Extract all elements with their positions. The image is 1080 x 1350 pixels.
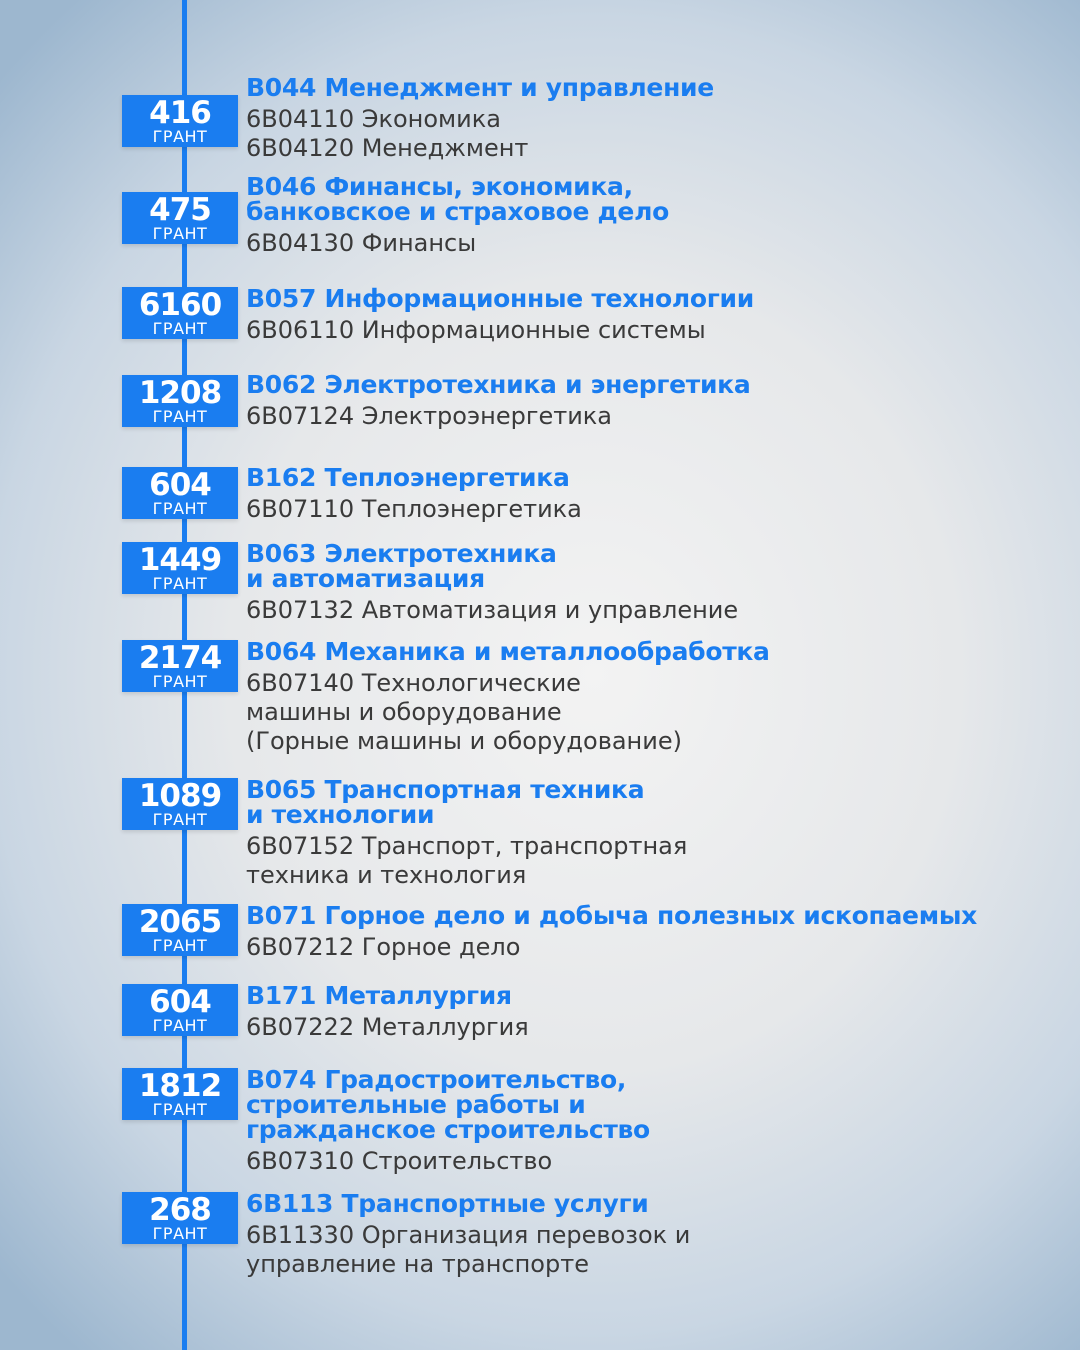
program-list: 6B07124 Электроэнергетика — [246, 402, 612, 430]
program-entry — [246, 286, 1046, 345]
program-list: 6B11330 Организация перевозок и управление на транспорте — [246, 1221, 691, 1278]
grant-label: ГРАНТ — [152, 407, 208, 426]
grant-label: ГРАНТ — [152, 319, 208, 338]
grant-label: ГРАНТ — [152, 1016, 208, 1035]
program-group-title: B071 Горное дело и добыча полезных ископаемых — [246, 901, 977, 930]
program-entry — [246, 1191, 1046, 1279]
program-group-title: B064 Механика и металлообработка — [246, 637, 770, 666]
program-group-title: B162 Теплоэнергетика — [246, 463, 570, 492]
program-entry — [246, 75, 1046, 163]
grant-badge — [122, 192, 238, 244]
program-list: 6B07110 Теплоэнергетика — [246, 495, 582, 523]
grant-label: ГРАНТ — [152, 1100, 208, 1119]
program-entry — [246, 777, 1046, 890]
grant-badge — [122, 375, 238, 427]
program-group-title: B063 Электротехника и автоматизация — [246, 539, 557, 593]
grant-count: 6160 — [138, 287, 222, 323]
grant-count: 1089 — [138, 778, 222, 814]
program-list: 6B04110 Экономика 6B04120 Менеджмент — [246, 105, 529, 162]
program-group-title: B046 Финансы, экономика, банковское и страховое дело — [246, 172, 669, 226]
grant-count: 475 — [149, 192, 211, 228]
program-entry — [246, 541, 1046, 625]
program-list: 6B07222 Металлургия — [246, 1013, 529, 1041]
grant-label: ГРАНТ — [152, 574, 208, 593]
grant-badge — [122, 984, 238, 1036]
program-entry — [246, 903, 1046, 962]
program-entry — [246, 174, 1046, 258]
grant-badge — [122, 778, 238, 830]
grant-label: ГРАНТ — [152, 224, 208, 243]
grant-badge — [122, 1068, 238, 1120]
grant-label: ГРАНТ — [152, 499, 208, 518]
program-list: 6B07152 Транспорт, транспортная техника и технология — [246, 832, 688, 889]
grant-count: 604 — [149, 984, 211, 1020]
grant-label: ГРАНТ — [152, 936, 208, 955]
program-list: 6B07132 Автоматизация и управление — [246, 596, 739, 624]
grant-badge — [122, 1192, 238, 1244]
grant-badge — [122, 542, 238, 594]
program-group-title: B057 Информационные технологии — [246, 284, 754, 313]
grant-count: 2174 — [138, 640, 222, 676]
grant-badge — [122, 467, 238, 519]
grant-count: 1449 — [138, 542, 222, 578]
grant-count: 1812 — [138, 1068, 222, 1104]
grant-count: 1208 — [138, 375, 222, 411]
grant-badge — [122, 640, 238, 692]
program-entry — [246, 983, 1046, 1042]
grant-badge — [122, 904, 238, 956]
program-list: 6B07212 Горное дело — [246, 933, 521, 961]
program-entry — [246, 1067, 1046, 1176]
program-group-title: 6B113 Транспортные услуги — [246, 1189, 649, 1218]
grant-count: 416 — [149, 95, 211, 131]
grant-count: 268 — [149, 1192, 211, 1228]
grant-label: ГРАНТ — [152, 810, 208, 829]
program-list: 6B04130 Финансы — [246, 229, 477, 257]
grant-count: 604 — [149, 467, 211, 503]
grant-badge — [122, 287, 238, 339]
program-list: 6B06110 Информационные системы — [246, 316, 706, 344]
program-list: 6B07140 Технологические машины и оборудование (Горные машины и оборудование) — [246, 669, 682, 755]
program-group-title: B074 Градостроительство, строительные работы и гражданское строительство — [246, 1065, 650, 1144]
program-group-title: B065 Транспортная техника и технологии — [246, 775, 645, 829]
grant-label: ГРАНТ — [152, 672, 208, 691]
program-group-title: B062 Электротехника и энергетика — [246, 370, 751, 399]
program-list: 6B07310 Строительство — [246, 1147, 553, 1175]
grant-label: ГРАНТ — [152, 127, 208, 146]
program-entry — [246, 465, 1046, 524]
program-group-title: B044 Менеджмент и управление — [246, 73, 714, 102]
program-entry — [246, 372, 1046, 431]
grant-label: ГРАНТ — [152, 1224, 208, 1243]
program-group-title: B171 Металлургия — [246, 981, 512, 1010]
grant-count: 2065 — [138, 904, 222, 940]
grant-badge — [122, 95, 238, 147]
program-entry — [246, 639, 1046, 756]
